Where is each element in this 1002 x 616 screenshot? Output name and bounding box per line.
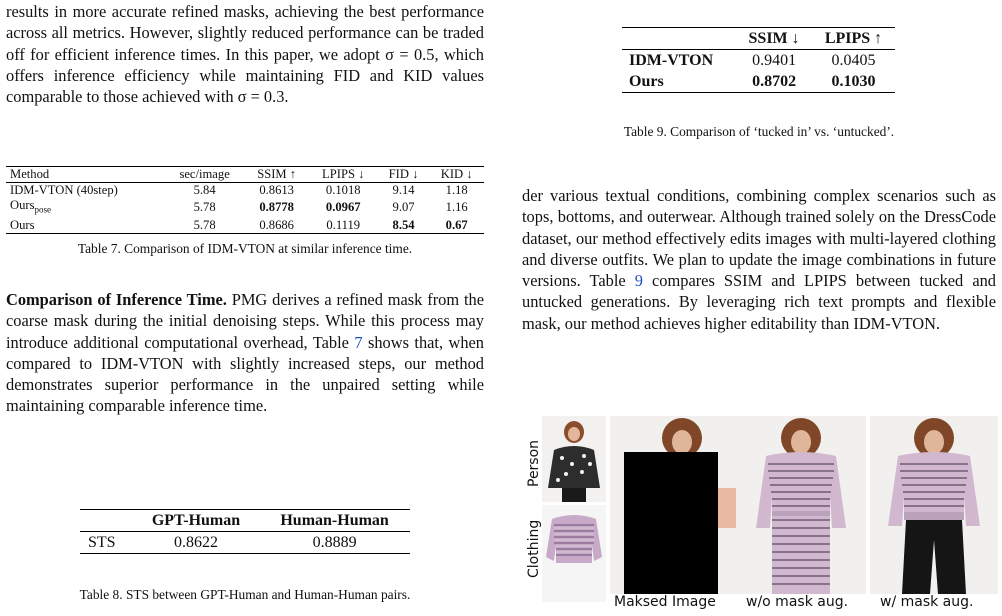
table-8-header: Human-Human: [280, 512, 389, 529]
table-cell: 0.1018: [325, 183, 361, 197]
table-9-link[interactable]: 9: [634, 271, 643, 291]
table-8-header: GPT-Human: [151, 512, 241, 529]
table-cell: 1.16: [445, 200, 468, 215]
masked-image-panel: [610, 416, 754, 594]
table-row: [80, 532, 410, 554]
table-8-header-row: [80, 510, 410, 532]
table-cell: 0.8778: [259, 200, 294, 215]
table-cell: 0.8686: [259, 217, 294, 232]
paragraph-textual-conditions: [522, 185, 996, 334]
table-9-header-row: [622, 28, 895, 50]
table-9-header: LPIPS ↑: [824, 30, 883, 47]
table-cell: 5.78: [193, 200, 216, 215]
row-label-clothing: Clothing: [526, 519, 542, 578]
method-name: Ours: [10, 198, 35, 212]
table-7-header: sec/image: [179, 167, 230, 181]
column-label-masked-image: Maksed Image: [614, 594, 716, 610]
without-mask-aug-panel: [736, 416, 866, 594]
table-7: [6, 166, 484, 234]
paragraph-text: shows that, when compared to IDM-VTON with slightly increased steps, our method demonstrates superior performance in the unpaired setting while maintaining comparable inference time.: [6, 332, 484, 416]
table-8: [80, 509, 410, 554]
table-cell: 9.14: [392, 183, 415, 197]
table-row: [6, 183, 484, 199]
paragraph-sigma: results in more accurate refined masks, achieving the best performance across all metrics. However, slightly reduced performance can be traded off for efficient inference times. In this paper, we adopt σ = 0.5, which offers inference efficiency while maintaining FID and KID values comparable to those achieved with σ = 0.3.: [6, 2, 484, 107]
table-cell: IDM-VTON: [629, 52, 714, 69]
table-cell: 0.9401: [752, 52, 797, 69]
table-7-header: KID ↓: [440, 167, 473, 181]
table-cell: 0.0405: [831, 52, 876, 69]
clothing-thumbnail: [542, 505, 606, 602]
table-cell: 0.8889: [312, 534, 357, 551]
table-cell: 0.8613: [259, 183, 294, 197]
table-7-header: FID ↓: [388, 167, 419, 181]
paragraph-text: compares SSIM and LPIPS between tucked and untucked generations. By leveraging rich text prompts and flexible mask, our method achieves higher editability than IDM-VTON.: [522, 271, 996, 333]
table-cell: 0.1119: [326, 217, 361, 232]
table-8-header: [80, 510, 133, 532]
table-9-header: [622, 28, 736, 50]
person-thumbnail: [542, 416, 606, 502]
paragraph-text: PMG derives a refined mask from the coarse mask during the initial denoising steps. While this process may introduce additional computational overhead, Table: [6, 290, 484, 352]
with-mask-aug-panel: [870, 416, 998, 594]
table-cell-method: IDM-VTON (40step): [10, 183, 118, 197]
table-cell: 0.8702: [752, 73, 797, 90]
table-7-header-row: [6, 167, 484, 183]
method-subscript: pose: [34, 204, 51, 215]
table-cell: 1.18: [445, 183, 468, 197]
table-cell: STS: [88, 534, 116, 551]
table-7-header: LPIPS ↓: [322, 167, 365, 181]
table-cell: 8.54: [392, 217, 415, 232]
column-label-without-mask-aug: w/o mask aug.: [746, 594, 849, 610]
table-9-caption: Table 9. Comparison of ‘tucked in’ vs. ‘untucked’.: [623, 124, 895, 139]
table-cell: 0.0967: [325, 200, 361, 215]
column-label-with-mask-aug: w/ mask aug.: [880, 594, 974, 610]
table-cell: 5.78: [193, 217, 216, 232]
table-7-link[interactable]: 7: [354, 332, 363, 352]
table-cell-method: [6, 198, 165, 218]
table-cell: Ours: [629, 73, 664, 90]
table-cell: 0.67: [445, 217, 468, 232]
table-row: [622, 71, 895, 93]
row-label-person: Person: [526, 439, 542, 487]
table-8-caption: Table 8. STS between GPT-Human and Human-Human pairs.: [79, 587, 411, 602]
table-cell: 9.07: [392, 200, 415, 215]
table-row: [622, 50, 895, 72]
table-9-header: SSIM ↓: [748, 30, 800, 47]
paragraph-inference-time: [6, 289, 484, 417]
table-cell: 0.8622: [173, 534, 218, 551]
mask-augmentation-figure: [520, 414, 998, 616]
paragraph-text: der various textual conditions, combining complex scenarios such as tops, bottoms, and outerwear. Although trained solely on the DressCode dataset, our method effectively edits images with multi-layered clothing and diverse outfits. We plan to update the image combinations in future versions. Table: [522, 186, 996, 291]
paragraph-heading: Comparison of Inference Time.: [6, 290, 227, 309]
table-row: [6, 198, 484, 218]
table-7-caption: Table 7. Comparison of IDM-VTON at similar inference time.: [77, 241, 413, 256]
table-9: [622, 27, 895, 93]
table-7-header: Method: [10, 167, 50, 181]
table-cell: 5.84: [193, 183, 216, 197]
table-row: [6, 218, 484, 234]
table-cell: 0.1030: [831, 73, 876, 90]
table-7-header: SSIM ↑: [257, 167, 297, 181]
table-cell-method: Ours: [10, 217, 35, 232]
